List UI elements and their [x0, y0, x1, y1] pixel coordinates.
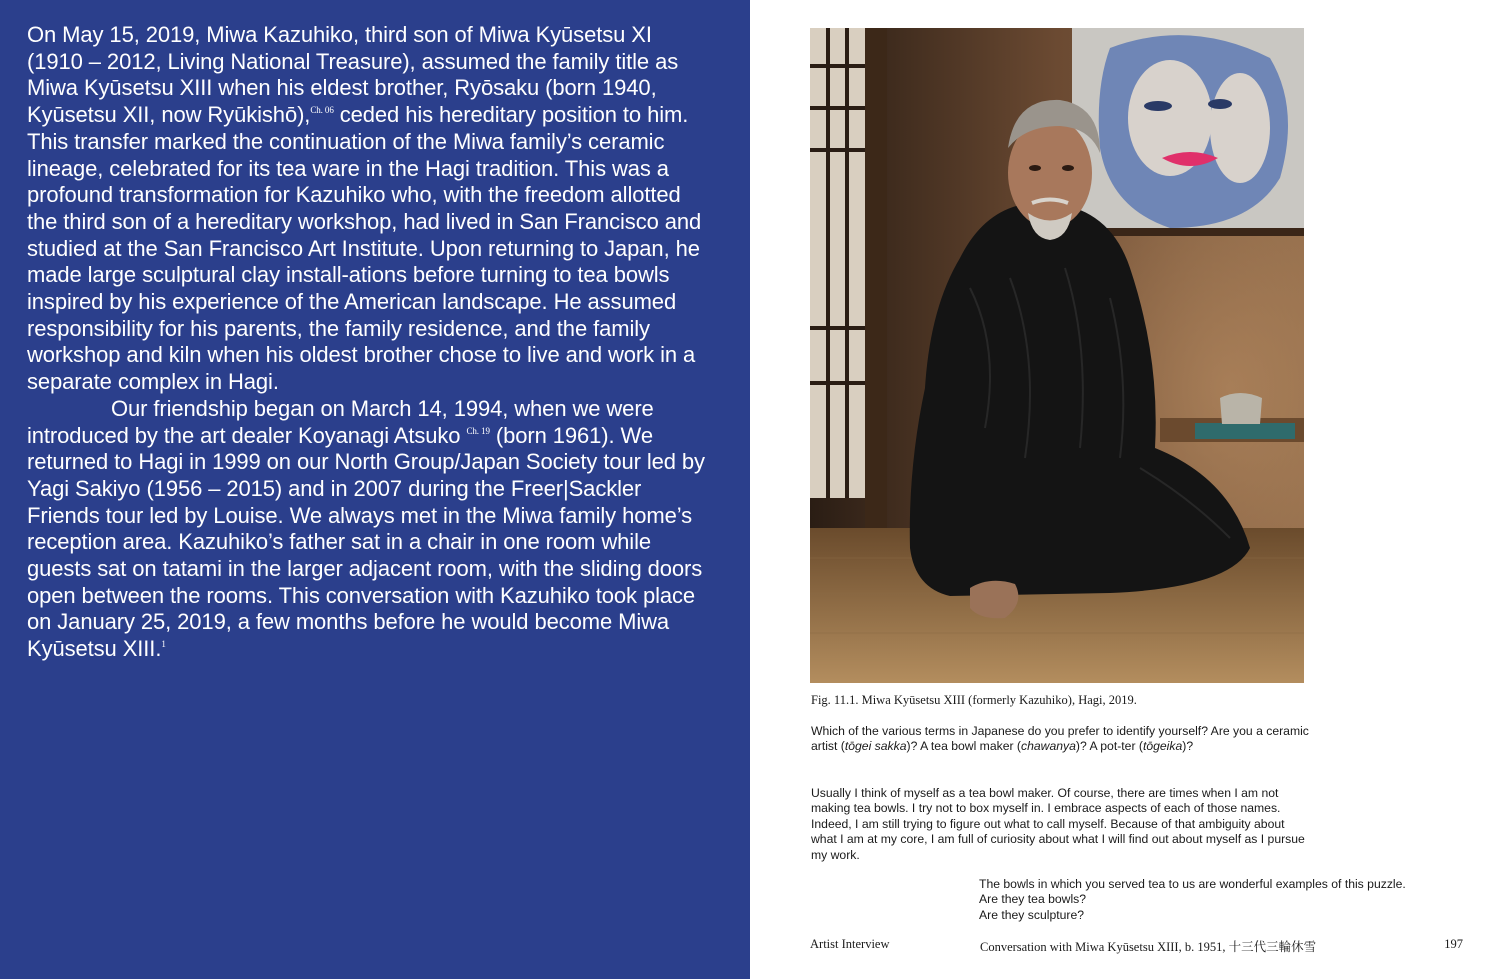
portrait-photo	[810, 28, 1304, 683]
footer-section-label: Artist Interview	[810, 937, 890, 951]
footnote-ref: 1	[161, 639, 166, 650]
right-page	[750, 0, 1500, 979]
term-chawanya: chawanya	[1021, 739, 1076, 754]
footer-running-title: Conversation with Miwa Kyūsetsu XIII, b. 1951, 十三代三輪休雪	[980, 940, 1317, 954]
intro-paragraph-2-end: (born 1961). We returned to Hagi in 1999 on our North Group/Japan Society tour led by Yagi Sakiyo (1956 – 2015) and in 2007 during the Freer|Sackler Friends tour led by Louise. We always met in the Miwa family home’s reception area. Kazuhiko’s father sat in a chair in one room while guests sat on tatami in the larger adjacent room, with the sliding doors open between the rooms. This conversation with Kazuhiko took place on January 25, 2019, a few months before he would become Miwa Kyūsetsu XIII.	[27, 422, 705, 662]
term-togei-sakka: tōgei sakka	[844, 739, 907, 754]
chapter-ref-19: Ch. 19	[466, 425, 490, 436]
interview-question-1	[811, 724, 1311, 755]
intro-paragraph-1	[27, 22, 707, 396]
question-1-text-a: Which of the various terms in Japanese do you prefer to identify yourself? Are you a ceramic artist (	[811, 724, 1309, 754]
term-togeika: tōgeika	[1142, 739, 1183, 754]
figure-caption: Fig. 11.1. Miwa Kyūsetsu XIII (formerly Kazuhiko), Hagi, 2019.	[811, 693, 1137, 707]
question-1-text-d: )?	[1182, 739, 1194, 754]
interview-answer-1: Usually I think of myself as a tea bowl maker. Of course, there are times when I am not making tea bowls. I try not to box myself in. I embrace aspects of each of those names. Indeed, I am still trying to figure out what to call myself. Because of that ambiguity about what I am at my core, I am full of curiosity about what I will find out about myself as I pursue my work.	[811, 786, 1305, 862]
intro-paragraph-2	[27, 396, 707, 663]
intro-text	[27, 22, 707, 663]
chapter-ref-06: Ch. 06	[310, 105, 334, 116]
intro-paragraph-1-start: On May 15, 2019, Miwa Kazuhiko, third son of Miwa Kyūsetsu XI (1910 – 2012, Living National Treasure), assumed the family title as Miwa Kyūsetsu XIII when his eldest brother, Ryōsaku (born 1940, Kyūsetsu XII, now Ryūkishō),	[27, 22, 679, 128]
page-number: 197	[1444, 937, 1463, 951]
question-2-line-2: Are they tea bowls?	[979, 892, 1087, 907]
question-2-line-3: Are they sculpture?	[979, 907, 1085, 922]
portrait-illustration	[810, 28, 1304, 683]
question-1-text-b: )? A tea bowl maker (	[906, 739, 1021, 754]
interview-question-2	[979, 877, 1459, 923]
intro-paragraph-2-start: Our friendship began on March 14, 1994, when we were introduced by the art dealer Koyanagi Atsuko	[27, 395, 654, 448]
question-2-line-1: The bowls in which you served tea to us are wonderful examples of this puzzle.	[979, 877, 1406, 891]
question-1-text-c: )? A pot-ter (	[1075, 739, 1143, 754]
intro-paragraph-1-end: ceded his hereditary position to him. This transfer marked the continuation of the Miwa family’s ceramic lineage, celebrated for its tea ware in the Hagi tradition. This was a profound transformation for Kazuhiko who, with the freedom allotted the third son of a hereditary workshop, had lived in San Francisco and studied at the San Francisco Art Institute. Upon returning to Japan, he made large sculptural clay install-ations before turning to tea bowls inspired by his experience of the American landscape. He assumed responsibility for his parents, the family residence, and the family workshop and kiln when his oldest brother chose to live and work in a separate complex in Hagi.	[27, 102, 702, 395]
